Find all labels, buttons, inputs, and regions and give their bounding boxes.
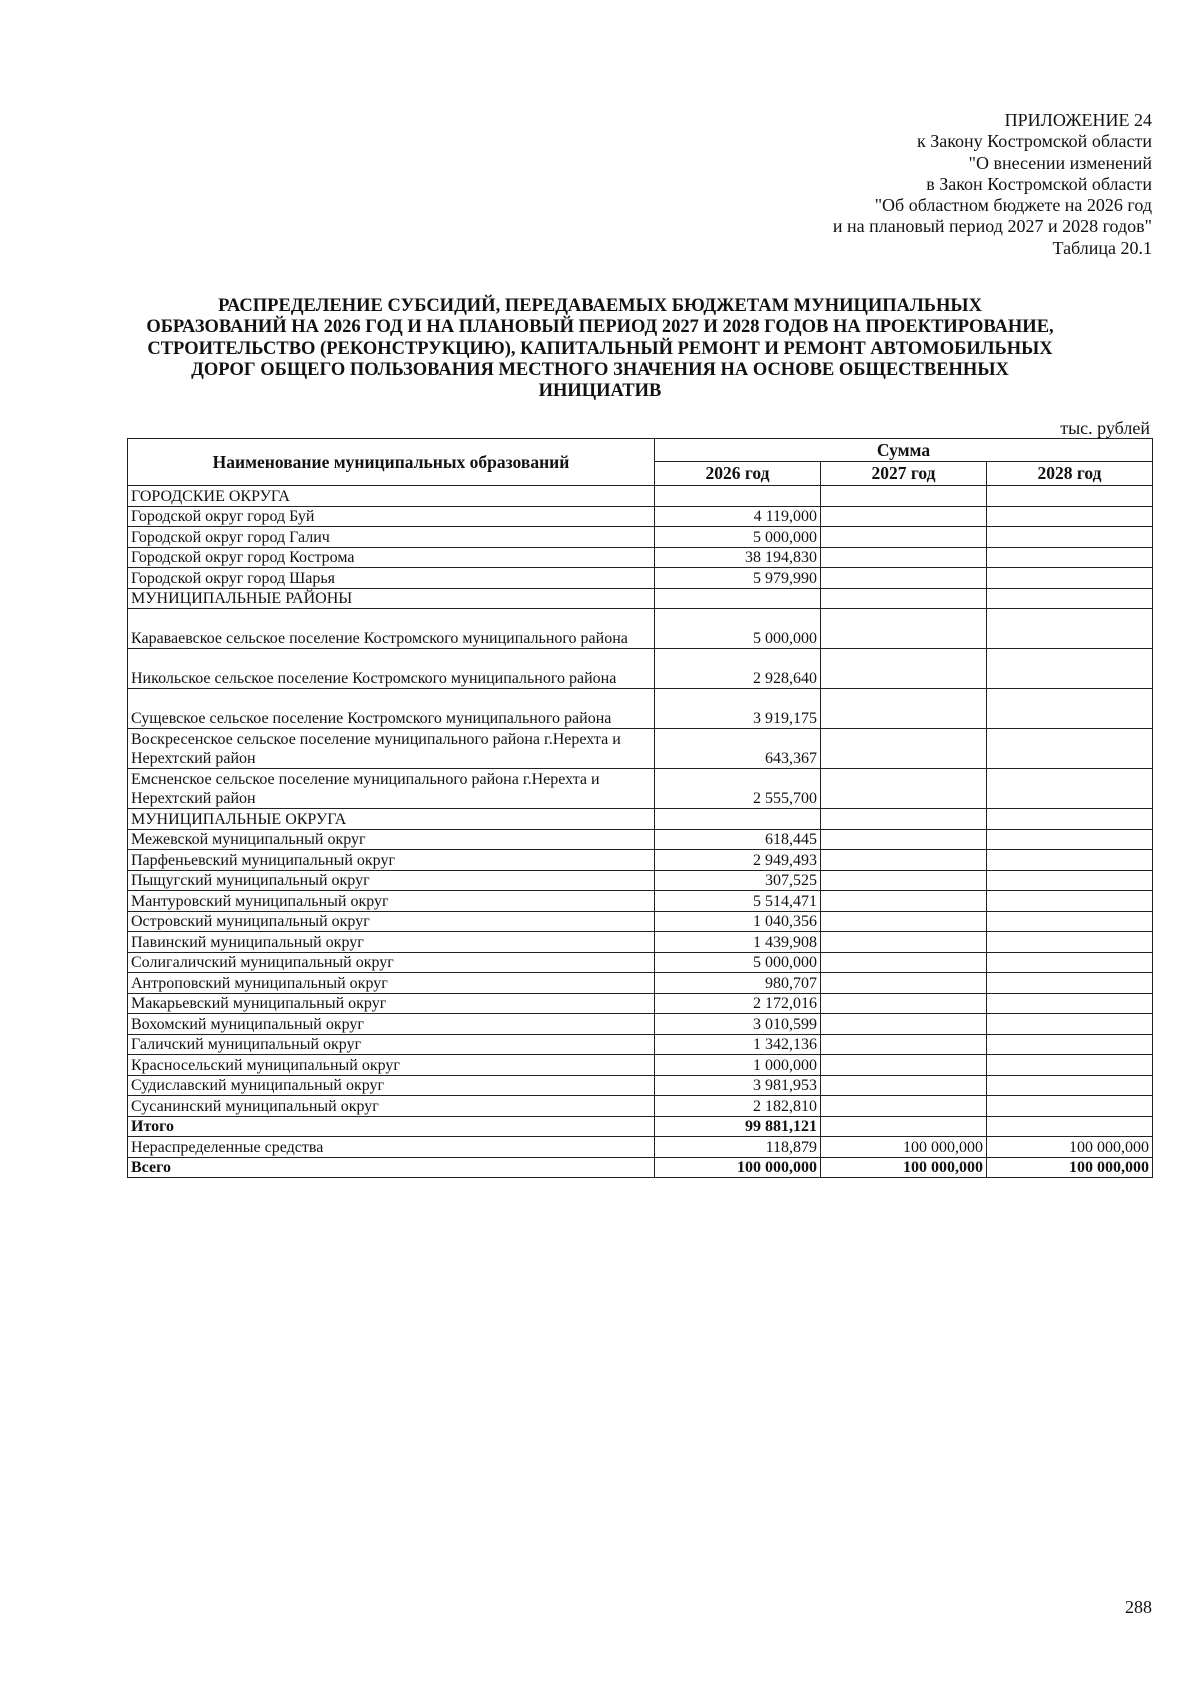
appendix-line: к Закону Костромской области <box>916 131 1152 152</box>
value-2026: 3 981,953 <box>655 1075 821 1096</box>
row-name: Итого <box>128 1116 655 1137</box>
appendix-line: "О внесении изменений <box>968 152 1152 173</box>
table-row <box>128 1034 1153 1055</box>
value-2027 <box>821 1096 987 1117</box>
row-name: Макарьевский муниципальный округ <box>128 993 655 1014</box>
table-number: Таблица 20.1 <box>1052 237 1152 258</box>
row-name: Павинский муниципальный округ <box>128 932 655 953</box>
appendix-line: и на плановый период 2027 и 2028 годов" <box>832 216 1152 237</box>
value-2027 <box>821 1034 987 1055</box>
table-row <box>128 1075 1153 1096</box>
unit-label: тыс. рублей <box>1060 418 1150 438</box>
value-2027 <box>821 689 987 729</box>
value-2028 <box>987 729 1153 769</box>
row-name: Воскресенское сельское поселение муниципального района г.Нерехта и Нерехтский район <box>128 729 655 769</box>
value-2028 <box>987 1116 1153 1137</box>
value-2026: 5 514,471 <box>655 891 821 912</box>
value-2026: 38 194,830 <box>655 547 821 568</box>
table-row <box>128 1014 1153 1035</box>
table-row <box>128 850 1153 871</box>
value-2027 <box>821 609 987 649</box>
table-row <box>128 486 1153 507</box>
row-name: Пыщугский муниципальный округ <box>128 870 655 891</box>
value-2028 <box>987 829 1153 850</box>
value-2026: 118,879 <box>655 1137 821 1158</box>
table-row <box>128 911 1153 932</box>
value-2026: 3 919,175 <box>655 689 821 729</box>
value-2026: 980,707 <box>655 973 821 994</box>
value-2026: 1 439,908 <box>655 932 821 953</box>
value-2026 <box>655 588 821 609</box>
value-2027 <box>821 729 987 769</box>
value-2028: 100 000,000 <box>987 1137 1153 1158</box>
value-2026: 643,367 <box>655 729 821 769</box>
row-name: Городской округ город Галич <box>128 527 655 548</box>
table-row <box>128 1096 1153 1117</box>
value-2026: 99 881,121 <box>655 1116 821 1137</box>
value-2028 <box>987 993 1153 1014</box>
appendix-header <box>592 110 1152 259</box>
title-line: ОБРАЗОВАНИЙ НА 2026 ГОД И НА ПЛАНОВЫЙ ПЕРИОД 2027 И 2028 ГОДОВ НА ПРОЕКТИРОВАНИЕ, <box>146 317 1054 338</box>
value-2028 <box>987 1096 1153 1117</box>
value-2028 <box>987 932 1153 953</box>
value-2028 <box>987 870 1153 891</box>
table-row <box>128 729 1153 769</box>
table-row <box>128 649 1153 689</box>
value-2026: 1 040,356 <box>655 911 821 932</box>
column-header-2028: 2028 год <box>987 462 1153 486</box>
table-row <box>128 993 1153 1014</box>
value-2027 <box>821 547 987 568</box>
value-2028 <box>987 609 1153 649</box>
table-row <box>128 689 1153 729</box>
row-name: Островский муниципальный округ <box>128 911 655 932</box>
value-2028 <box>987 568 1153 589</box>
column-header-2026: 2026 год <box>655 462 821 486</box>
table-row <box>128 1157 1153 1178</box>
row-name: Городской округ город Шарья <box>128 568 655 589</box>
value-2026: 4 119,000 <box>655 506 821 527</box>
table-row <box>128 568 1153 589</box>
table-row <box>128 1116 1153 1137</box>
value-2026: 2 555,700 <box>655 769 821 809</box>
value-2028 <box>987 527 1153 548</box>
table-row <box>128 1055 1153 1076</box>
value-2027 <box>821 486 987 507</box>
value-2026 <box>655 486 821 507</box>
value-2026: 2 949,493 <box>655 850 821 871</box>
value-2028 <box>987 769 1153 809</box>
value-2026: 2 182,810 <box>655 1096 821 1117</box>
value-2028 <box>987 547 1153 568</box>
value-2028 <box>987 1075 1153 1096</box>
value-2027: 100 000,000 <box>821 1157 987 1178</box>
value-2027 <box>821 527 987 548</box>
value-2027 <box>821 1014 987 1035</box>
row-name: Нераспределенные средства <box>128 1137 655 1158</box>
column-header-sum: Сумма <box>655 439 1153 462</box>
row-name: Вохомский муниципальный округ <box>128 1014 655 1035</box>
value-2028 <box>987 973 1153 994</box>
page-number: 288 <box>1125 1597 1152 1617</box>
row-name: Галичский муниципальный округ <box>128 1034 655 1055</box>
table-row <box>128 527 1153 548</box>
value-2027 <box>821 932 987 953</box>
row-name: Никольское сельское поселение Костромского муниципального района <box>128 649 655 689</box>
table-body <box>128 486 1153 1178</box>
row-name: Сусанинский муниципальный округ <box>128 1096 655 1117</box>
table-row <box>128 588 1153 609</box>
document-title <box>125 296 1075 402</box>
value-2028 <box>987 850 1153 871</box>
value-2026: 5 000,000 <box>655 952 821 973</box>
value-2027 <box>821 850 987 871</box>
value-2026: 5 000,000 <box>655 609 821 649</box>
value-2026: 5 979,990 <box>655 568 821 589</box>
table-row <box>128 506 1153 527</box>
row-name: МУНИЦИПАЛЬНЫЕ ОКРУГА <box>128 809 655 830</box>
value-2027 <box>821 1075 987 1096</box>
table-row <box>128 952 1153 973</box>
value-2027 <box>821 952 987 973</box>
row-name: Емсненское сельское поселение муниципального района г.Нерехта и Нерехтский район <box>128 769 655 809</box>
appendix-line: "Об областном бюджете на 2026 год <box>874 195 1152 216</box>
column-header-name: Наименование муниципальных образований <box>128 439 655 486</box>
value-2027 <box>821 829 987 850</box>
column-header-2027: 2027 год <box>821 462 987 486</box>
table-row <box>128 891 1153 912</box>
value-2026 <box>655 809 821 830</box>
value-2028 <box>987 506 1153 527</box>
row-name: Антроповский муниципальный округ <box>128 973 655 994</box>
value-2028: 100 000,000 <box>987 1157 1153 1178</box>
title-line: СТРОИТЕЛЬСТВО (РЕКОНСТРУКЦИЮ), КАПИТАЛЬНЫЙ РЕМОНТ И РЕМОНТ АВТОМОБИЛЬНЫХ <box>147 338 1053 359</box>
value-2026: 3 010,599 <box>655 1014 821 1035</box>
row-name: Караваевское сельское поселение Костромского муниципального района <box>128 609 655 649</box>
row-name: Городской округ город Буй <box>128 506 655 527</box>
value-2028 <box>987 689 1153 729</box>
value-2027 <box>821 809 987 830</box>
value-2027 <box>821 870 987 891</box>
row-name: Судиславский муниципальный округ <box>128 1075 655 1096</box>
value-2027 <box>821 1116 987 1137</box>
row-name: Мантуровский муниципальный округ <box>128 891 655 912</box>
value-2026: 307,525 <box>655 870 821 891</box>
table-row <box>128 809 1153 830</box>
value-2027 <box>821 649 987 689</box>
row-name: Солигаличский муниципальный округ <box>128 952 655 973</box>
value-2027 <box>821 769 987 809</box>
table-row <box>128 973 1153 994</box>
row-name: Межевской муниципальный округ <box>128 829 655 850</box>
value-2026: 1 000,000 <box>655 1055 821 1076</box>
row-name: Сущевское сельское поселение Костромского муниципального района <box>128 689 655 729</box>
table-row <box>128 1137 1153 1158</box>
row-name: ГОРОДСКИЕ ОКРУГА <box>128 486 655 507</box>
row-name: МУНИЦИПАЛЬНЫЕ РАЙОНЫ <box>128 588 655 609</box>
value-2027 <box>821 568 987 589</box>
value-2027 <box>821 506 987 527</box>
appendix-line: в Закон Костромской области <box>926 173 1152 194</box>
table-row <box>128 870 1153 891</box>
value-2027 <box>821 588 987 609</box>
value-2028 <box>987 1014 1153 1035</box>
row-name: Парфеньевский муниципальный округ <box>128 850 655 871</box>
value-2028 <box>987 486 1153 507</box>
title-line: ДОРОГ ОБЩЕГО ПОЛЬЗОВАНИЯ МЕСТНОГО ЗНАЧЕНИЯ НА ОСНОВЕ ОБЩЕСТВЕННЫХ <box>191 359 1009 380</box>
value-2026: 1 342,136 <box>655 1034 821 1055</box>
title-line: ИНИЦИАТИВ <box>538 381 662 402</box>
table-row <box>128 547 1153 568</box>
value-2027 <box>821 973 987 994</box>
value-2028 <box>987 891 1153 912</box>
row-name: Красносельский муниципальный округ <box>128 1055 655 1076</box>
value-2026: 2 172,016 <box>655 993 821 1014</box>
row-name: Городской округ город Кострома <box>128 547 655 568</box>
subsidy-table <box>127 438 1153 1178</box>
row-name: Всего <box>128 1157 655 1178</box>
table-row <box>128 609 1153 649</box>
table-row <box>128 932 1153 953</box>
value-2028 <box>987 952 1153 973</box>
value-2026: 100 000,000 <box>655 1157 821 1178</box>
appendix-line: ПРИЛОЖЕНИЕ 24 <box>1004 110 1152 130</box>
value-2026: 618,445 <box>655 829 821 850</box>
value-2026: 5 000,000 <box>655 527 821 548</box>
value-2028 <box>987 809 1153 830</box>
table-row <box>128 769 1153 809</box>
value-2027 <box>821 891 987 912</box>
value-2027 <box>821 993 987 1014</box>
value-2027 <box>821 911 987 932</box>
value-2028 <box>987 588 1153 609</box>
value-2026: 2 928,640 <box>655 649 821 689</box>
value-2028 <box>987 1055 1153 1076</box>
table-row <box>128 829 1153 850</box>
value-2028 <box>987 649 1153 689</box>
value-2028 <box>987 911 1153 932</box>
title-line: РАСПРЕДЕЛЕНИЕ СУБСИДИЙ, ПЕРЕДАВАЕМЫХ БЮДЖЕТАМ МУНИЦИПАЛЬНЫХ <box>218 296 982 316</box>
value-2027: 100 000,000 <box>821 1137 987 1158</box>
value-2028 <box>987 1034 1153 1055</box>
value-2027 <box>821 1055 987 1076</box>
